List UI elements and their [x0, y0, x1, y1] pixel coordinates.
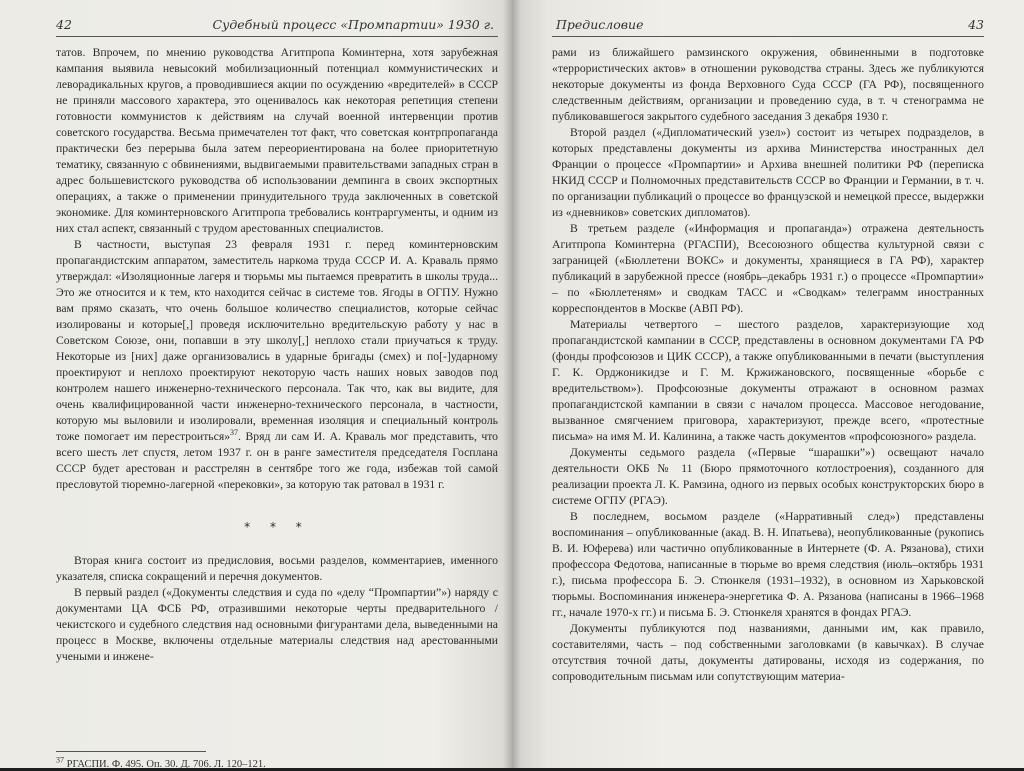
- paragraph: В первый раздел («Документы следствия и суда по «делу “Промпартии”») наряду с документами ЦА ФСБ РФ, отразившими некоторые черты предварительного / чекистского и судебного следствия над основными фигурантами дела, выведенными на процесс в Москве, включены отдельные материалы следствия над арестованными учеными и инжене-: [56, 586, 498, 663]
- paragraph-text: Вряд ли сам И. А. Краваль мог представить, что всего шесть лет спустя, летом 1937 г. он в ранге заместителя председателя Госплана СССР будет арестован и расстрелян в сентябре того же года, избежав той самой пресловутой тюремно-лагерной «перековки», за которую так ратовал в 1931 г.: [56, 430, 499, 491]
- left-page-header: [56, 14, 498, 37]
- running-title: Предисловие: [556, 17, 644, 32]
- paragraph: В последнем, восьмом разделе («Нарративный след») представлены воспоминания – опубликованные (акад. В. Н. Ипатьева), неопубликованные (рукопись В. И. Юферева) или частично опубликованные в Интернете (Ф. А. Рязанова), стихи профессора Федотова, написанные в тюрьме во время следствия (июль–октябрь 1931 г.), письма профессора Б. Э. Стюнкеля (1931–1932), в основном из Харьковской тюрьмы. Воспоминания инженера-энергетика Ф. А. Рязанова (написаны в 1966–1968 гг., начале 1970-х гг.) и письма Б. Э. Стюнкеля хранятся в фондах РГАЭ.: [552, 510, 984, 619]
- paragraph: В частности, выступая 23 февраля 1931 г. перед коминтерновским пропагандистским аппаратом, заместитель наркома труда СССР И. А. Краваль прямо утверждал: «Изоляционные лагеря и тюрьмы мы пытаемся превратить в школы труда... Это же относится и к тем, кто находится сейчас в системе тов. Ягоды в ОГПУ. Нужно вам прямо сказать, что очень большое количество специалистов, которые сейчас изолированы и которые[,] проведя исключительно вредительскую работу у нас в Советском Союзе, они, попавши в эту школу[,] неплохо стали приучаться к труду. Некоторые из [них] даже организовались в ударные бригады (смех) и по[-]ударному проектируют и неплохо проектируют некоторую часть наших новых заводов под контролем нашего инженерно-технического персонала. Так что, как вы видите, для очень квалифицированной части инженерно-технического персонала, в частности, которую мы выловили и изолировали, временная изоляция и специальный контроль тоже помогает им перестроиться»$^{37}$. Вряд ли сам И. А. Краваль мог представить, что всего шесть лет спустя, летом 1937 г. он в ранге заместителя председателя Госплана СССР будет арестован и расстрелян в сентябре того же года, избежав той самой пресловутой тюремно-лагерной «перековки», за которую так ратовал в 1931 г.: [56, 238, 499, 491]
- paragraph: Вторая книга состоит из предисловия, восьми разделов, комментариев, именного указателя, списка сокращений и перечня документов.: [56, 554, 498, 583]
- right-page: [512, 0, 1024, 768]
- paragraph: В третьем разделе («Информация и пропаганда») отражена деятельность Агитпропа Коминтерна (РГАСПИ), Всесоюзного общества культурной связи с заграницей («Бюллетени ВОКС» и документы, хранящиеся в ГА РФ), характер публикаций в зарубежной прессе (ноябрь–декабрь 1931 г.) о процессе «Промпартии» – по «Бюллетеням» и сводкам ТАСС и «Сводкам» телеграмм иностранных корреспондентов в Москве (АВП РФ).: [552, 222, 984, 315]
- paragraph: Документы седьмого раздела («Первые “шарашки”») освещают начало деятельности ОКБ № 11 (Бюро прямоточного котлостроения), созданного для реализации проекта Л. К. Рамзина, одного из первых особых конструкторских бюро в системе ОГПУ (РГАЭ).: [552, 446, 984, 507]
- page-number: 43: [968, 17, 984, 32]
- left-page-body: [56, 45, 498, 771]
- footnote-ref: 37: [230, 428, 239, 438]
- footnote-number: 37: [56, 755, 64, 765]
- paragraph: Документы публикуются под названиями, данными им, как правило, составителями, часть – под собственными заголовками (в кавычках). В случае отсутствия точной даты, документы датированы, исходя из содержания, по сопроводительным письмам или сопутствующим материа-: [552, 622, 984, 683]
- section-separator: * * *: [244, 520, 310, 534]
- paragraph-text: В частности, выступая 23 февраля 1931 г. перед коминтерновским пропагандистским аппаратом, заместитель наркома труда СССР И. А. Краваль прямо утверждал: «Изоляционные лагеря и тюрьмы мы пытаемся превратить в школы труда... Это же относится и к тем, кто находится сейчас в системе тов. Ягоды в ОГПУ. Нужно вам прямо сказать, что очень большое количество специалистов, которые сейчас изолированы и которые[,] проведя исключительно вредительскую работу у нас в Советском Союзе, они, попавши в эту школу[,] неплохо стали приучаться к труду. Некоторые из [них] даже организовались в ударные бригады (смех) и по[-]ударному проектируют и неплохо проектируют некоторую часть наших новых заводов под контролем нашего инженерно-технического персонала. Так что, как вы видите, для очень квалифицированной части инженерно-технического персонала, в частности, которую мы выловили и изолировали, временная изоляция и специальный контроль тоже помогает им перестроиться»: [56, 238, 498, 443]
- paragraph: Второй раздел («Дипломатический узел») состоит из четырех подразделов, в которых представлены документы из архива Министерства иностранных дел Франции о процессе «Промпартии» и Архива внешней политики РФ (переписка НКИД СССР и Полномочных представительств СССР во Франции и Германии, в т. ч. по организации публикаций о процессе во французской и немецкой прессе, выдержки из «дневников» советских дипломатов).: [552, 126, 984, 219]
- paragraph: Материалы четвертого – шестого разделов, характеризующие ход пропагандистской кампании в СССР, представлены в основном документами ГА РФ (фонды профсоюзов и ЦИК СССР), а также опубликованными в печати (выступления Г. К. Орджоникидзе и Г. М. Кржижановского, посвященные «борьбе с вредительством»). Профсоюзные документы отражают в основном размах пропагандистской кампании в связи с началом процесса. Массовое негодование, вызванное смягчением приговора, характеризуют, прежде всего, «протестные письма» на имя М. И. Калинина, а также часть документов «профсоюзного» раздела.: [552, 318, 984, 443]
- footnote-text: РГАСПИ. Ф. 495. Оп. 30. Д. 706. Л. 120–121.: [66, 759, 266, 770]
- left-page: [0, 0, 512, 768]
- right-page-body: [552, 45, 984, 685]
- book-gutter-shadow: [503, 0, 521, 768]
- running-title: Судебный процесс «Промпартии» 1930 г.: [212, 17, 494, 32]
- footnote-rule: [56, 751, 206, 752]
- paragraph: татов. Впрочем, по мнению руководства Агитпропа Коминтерна, хотя зарубежная кампания выявила невысокий мобилизационный потенциал коммунистических и леворадикальных кругов, а проводившиеся акции по осуждению «вредителей» в СССР не приняли массового характера, это оценивалось как некоторая репетиция степени готовности коммунистов к действиям на случай военной интервенции против советского государства. Весьма примечателен тот факт, что советская контрпропаганда практически без перерыва была затем переориентирована на более приоритетную тематику, связанную с обвинениями, выдвигаемыми правительствами западных стран в адрес большевистского руководства об использовании демпинга в своих экспортных операциях, а также о применении принудительного труда заключенных в советской экономике. Для коминтерновского Агитпропа требовались контраргументы, и одним из них стал аспект, связанный с трудом арестованных специалистов.: [56, 46, 498, 235]
- paragraph: рами из ближайшего рамзинского окружения, обвиненными в подготовке «террористических актов» в отношении руководства страны. Здесь же публикуются некоторые документы из фонда Верховного Суда СССР (ГА РФ), посвященного следственным действиям, организации и проведению суда, в т. ч стенограмма не публиковавшегося закрытого судебного заседания 3 декабря 1930 г.: [552, 46, 984, 123]
- footnote: [56, 755, 498, 771]
- right-page-header: [552, 14, 984, 37]
- page-number: 42: [56, 17, 72, 32]
